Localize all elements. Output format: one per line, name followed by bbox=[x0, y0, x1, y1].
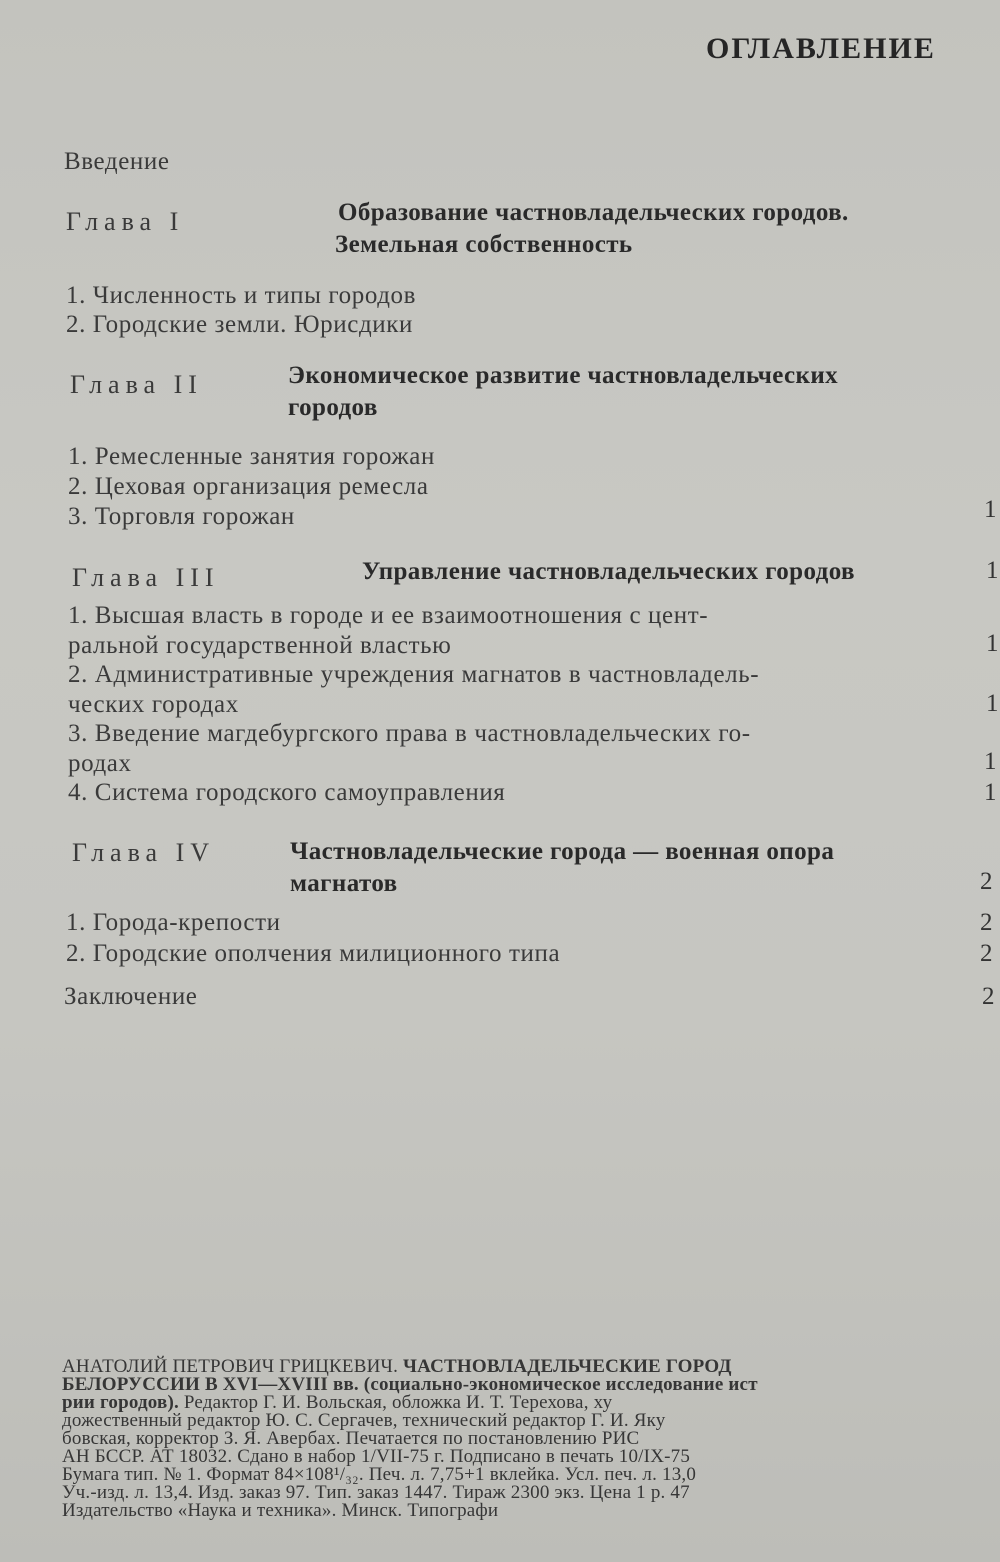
colophon-line-9: Издательство «Наука и техника». Минск. Типографи bbox=[62, 1500, 499, 1521]
chapter-4-title: Частновладельческие города — военная опора магнатов bbox=[290, 838, 835, 897]
chapter-3-section-3-page: 1 bbox=[984, 748, 997, 775]
chapter-1-section-1: 1. Численность и типы городов bbox=[66, 282, 417, 309]
chapter-1-label: Глава I bbox=[66, 207, 185, 236]
chapter-3-section-3: 3. Введение магдебургского права в частновладельческих го- родах bbox=[68, 720, 751, 777]
chapter-2-section-1: 1. Ремесленные занятия горожан bbox=[68, 443, 435, 470]
chapter-1-section-2: 2. Городские земли. Юрисдики bbox=[66, 311, 413, 338]
chapter-3-label: Глава III bbox=[72, 563, 220, 592]
chapter-4-page: 2 bbox=[980, 868, 993, 895]
colophon-line-5: бовская, корректор З. Я. Авербах. Печатается по постановлению РИС bbox=[62, 1428, 640, 1449]
colophon-line-1: АНАТОЛИЙ ПЕТРОВИЧ ГРИЦКЕВИЧ. ЧАСТНОВЛАДЕЛЬЧЕСКИЕ ГОРОД bbox=[62, 1356, 732, 1377]
chapter-3-section-4: 4. Система городского самоуправления bbox=[68, 779, 506, 806]
chapter-3-section-2: 2. Административные учреждения магнатов в частновладель- ческих городах bbox=[68, 661, 760, 718]
chapter-2-section-3: 3. Торговля горожан bbox=[68, 503, 295, 530]
colophon-line-4: дожественный редактор Ю. С. Сергачев, технический редактор Г. И. Яку bbox=[62, 1410, 666, 1431]
chapter-3-section-1: 1. Высшая власть в городе и ее взаимоотношения с цент- ральной государственной властью bbox=[68, 602, 709, 659]
chapter-4-section-1-page: 2 bbox=[980, 909, 993, 936]
colophon-line-3: рии городов). Редактор Г. И. Вольская, обложка И. Т. Терехова, ху bbox=[62, 1392, 613, 1413]
toc-conclusion-page: 2 bbox=[982, 983, 995, 1010]
chapter-4-section-2-page: 2 bbox=[980, 940, 993, 967]
chapter-2-title: Экономическое развитие частновладельческих городов bbox=[288, 362, 839, 421]
chapter-3-title: Управление частновладельческих городов bbox=[362, 558, 855, 585]
chapter-3-section-1-page: 1 bbox=[986, 630, 999, 657]
chapter-2-section-3-page: 1 bbox=[984, 496, 997, 523]
colophon-line-8: Уч.-изд. л. 13,4. Изд. заказ 97. Тип. заказ 1447. Тираж 2300 экз. Цена 1 р. 47 bbox=[62, 1482, 690, 1503]
chapter-3-section-4-page: 1 bbox=[984, 779, 997, 806]
chapter-4-section-1: 1. Города-крепости bbox=[66, 909, 281, 936]
chapter-4-section-2: 2. Городские ополчения милиционного типа bbox=[66, 940, 561, 967]
chapter-4-label: Глава IV bbox=[72, 838, 215, 867]
toc-introduction: Введение bbox=[64, 148, 170, 175]
colophon-line-7: Бумага тип. № 1. Формат 84×108¹/₃₂. Печ. л. 7,75+1 вклейка. Усл. печ. л. 13,0 bbox=[62, 1464, 697, 1485]
chapter-3-page: 1 bbox=[986, 557, 999, 584]
toc-conclusion: Заключение bbox=[64, 983, 198, 1010]
colophon-line-2: БЕЛОРУССИИ В XVI—XVIII вв. (социально-экономическое исследование ист bbox=[62, 1374, 758, 1395]
chapter-2-section-2: 2. Цеховая организация ремесла bbox=[68, 473, 429, 500]
chapter-2-label: Глава II bbox=[70, 370, 203, 399]
chapter-1-title: Образование частновладельческих городов. Земельная собственность bbox=[335, 199, 849, 258]
colophon-line-6: АН БССР. АТ 18032. Сдано в набор 1/VII-75 г. Подписано в печать 10/IX-75 bbox=[62, 1446, 691, 1467]
toc-title: ОГЛАВЛЕНИЕ bbox=[706, 32, 936, 65]
chapter-3-section-2-page: 1 bbox=[986, 690, 999, 717]
